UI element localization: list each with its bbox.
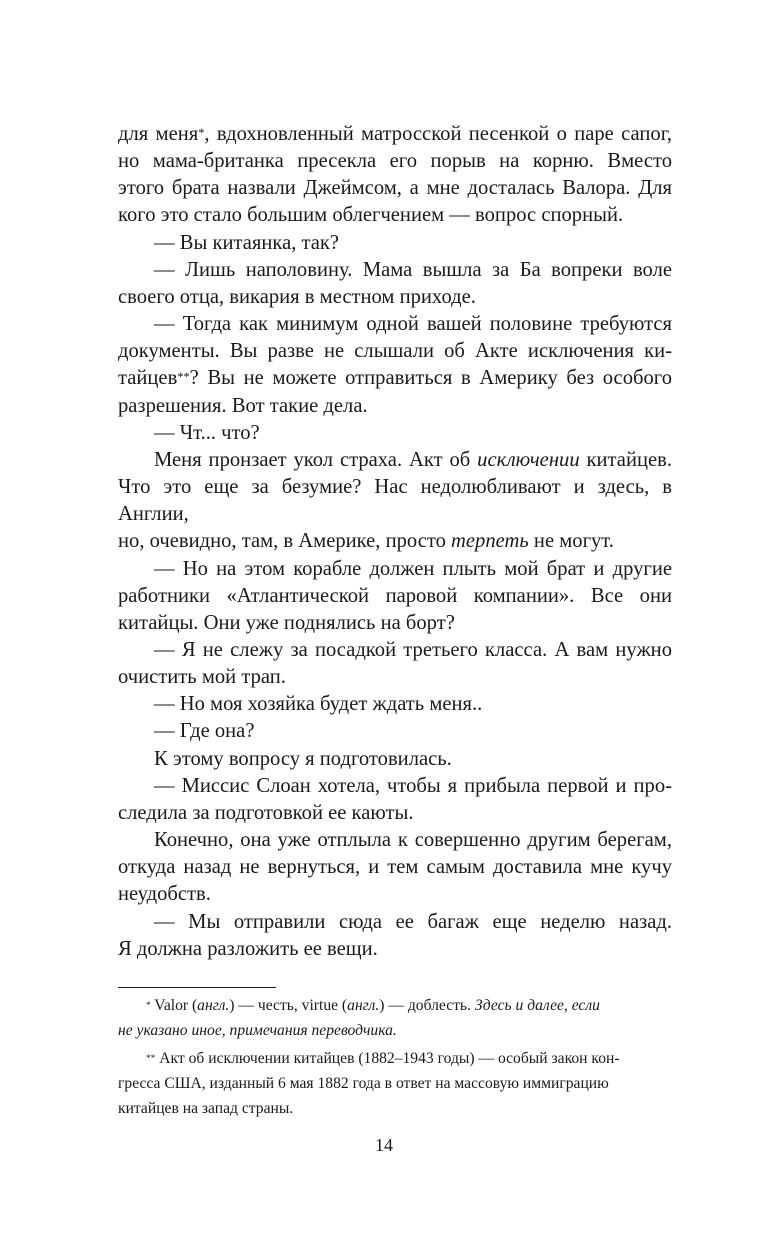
paragraph	[118, 257, 672, 311]
footnote-marker: **	[177, 370, 190, 385]
footnote-line	[146, 993, 672, 1018]
text-line: документы. Вы разве не слышали об Акте исключения ки-	[118, 340, 672, 363]
footnote-line	[146, 1046, 672, 1071]
text-line: — Я не слежу за посадкой третьего класса. А вам нужно	[154, 638, 672, 661]
text-run: для меня	[118, 123, 199, 145]
text-line: — Лишь наполовину. Мама вышла за Ба вопреки воле	[154, 258, 672, 281]
text-line: Я должна разложить ее вещи.	[118, 937, 378, 960]
text-line	[118, 528, 672, 555]
text-line	[118, 447, 672, 474]
text-line: К этому вопросу я подготовилась.	[154, 747, 452, 770]
footnote	[118, 993, 672, 1018]
text-line: этого брата назвали Джеймсом, а мне досталась Валора. Для	[118, 177, 672, 200]
paragraph	[118, 447, 672, 556]
footnotes	[118, 993, 672, 1121]
text-line: откуда назад не вернуться, и тем самым доставила мне кучу	[118, 856, 672, 879]
paragraph	[118, 420, 672, 447]
italic-run: англ.	[347, 997, 380, 1014]
italic-run: терпеть	[451, 530, 529, 553]
paragraph	[118, 691, 672, 718]
paragraph	[118, 121, 672, 230]
page-number: 14	[375, 1135, 393, 1155]
text-line: неудобств.	[118, 883, 211, 906]
text-run: но, очевидно, там, в Америке, просто	[118, 530, 452, 553]
paragraph	[118, 718, 672, 745]
text-line: китайцы. Они уже поднялись на борт?	[118, 611, 455, 634]
footnote-line: гресса США, изданный 6 мая 1882 года в ответ на массовую иммиграцию	[118, 1075, 609, 1092]
footnote	[118, 1018, 672, 1043]
text-line: очистить мой трап.	[118, 666, 286, 689]
text-line: — Где она?	[154, 720, 255, 743]
text-line: — Миссис Слоан хотела, чтобы я прибыла первой и про-	[154, 774, 672, 797]
body-text	[118, 121, 672, 963]
text-line	[118, 121, 672, 148]
footnote-marker: *	[198, 125, 205, 140]
text-line: своего отца, викария в местном приходе.	[118, 285, 476, 308]
paragraph	[118, 556, 672, 637]
footnote-marker: **	[146, 1053, 156, 1064]
text-line: — Мы отправили сюда ее багаж еще неделю назад.	[154, 910, 672, 933]
text-line: — Тогда как минимум одной вашей половине требуются	[154, 313, 672, 336]
footnote-divider	[118, 987, 276, 988]
text-line: — Но моя хозяйка будет ждать меня..	[154, 693, 483, 716]
paragraph	[118, 311, 672, 420]
text-line: следила за подготовкой ее каюты.	[118, 801, 414, 824]
text-run: китайцев.	[579, 448, 673, 471]
text-line: — Чт... что?	[154, 421, 260, 444]
text-line	[118, 365, 672, 392]
text-line: но мама-британка пресекла его порыв на корню. Вместо	[118, 150, 672, 173]
paragraph	[118, 909, 672, 963]
text-run: Меня пронзает укол страха. Акт об	[154, 448, 478, 471]
paragraph	[118, 773, 672, 827]
text-run: ) — доблесть.	[379, 997, 475, 1014]
text-line: Что это еще за безумие? Нас недолюбливают и здесь, в Англии,	[118, 476, 672, 526]
footnote	[118, 1046, 672, 1071]
text-line: — Вы китаянка, так?	[154, 231, 340, 254]
italic-run: исключении	[477, 448, 580, 471]
paragraph	[118, 827, 672, 908]
italic-run: Здесь и далее, если	[474, 997, 600, 1014]
footnote-marker: *	[146, 1000, 151, 1011]
italic-run: не указано иное, примечания переводчика.	[118, 1022, 397, 1039]
text-run: Valor (	[150, 997, 198, 1014]
text-line: Конечно, она уже отплыла к совершенно другим берегам,	[154, 829, 672, 852]
text-line: — Но на этом корабле должен плыть мой брат и другие	[154, 557, 672, 580]
text-line: работники «Атлантической паровой компании». Все они	[118, 584, 672, 607]
text-run: ? Вы не можете отправиться в Америку без особого	[189, 367, 672, 390]
paragraph	[118, 230, 672, 257]
footnote	[118, 1071, 672, 1121]
text-run: ) — честь, virtue (	[229, 997, 348, 1014]
footnote-line: китайцев на запад страны.	[118, 1100, 294, 1117]
text-run: Акт об исключении китайцев (1882–1943 годы) — особый закон кон-	[155, 1050, 620, 1067]
text-run: , вдохновленный матросской песенкой о паре сапог,	[204, 123, 672, 145]
footnote-line	[118, 1018, 672, 1043]
text-line: разрешения. Вот такие дела.	[118, 394, 368, 417]
text-run: тайцев	[118, 367, 178, 390]
text-line: кого это стало большим облегчением — вопрос спорный.	[118, 204, 624, 227]
paragraph	[118, 746, 672, 773]
paragraph	[118, 637, 672, 691]
italic-run: англ.	[197, 997, 230, 1014]
text-run: не могут.	[528, 530, 614, 553]
